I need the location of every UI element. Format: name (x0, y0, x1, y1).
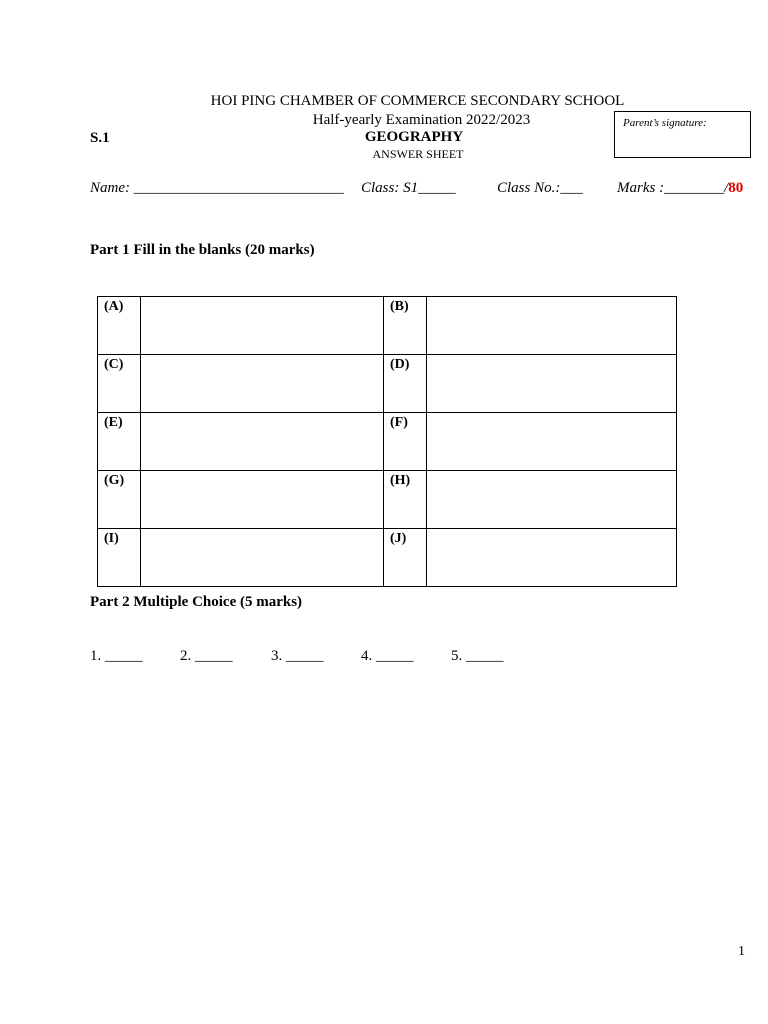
page-number: 1 (738, 944, 745, 959)
table-row (98, 297, 677, 355)
class-number-field[interactable]: Class No.:___ (497, 180, 583, 196)
subject-title: GEOGRAPHY (364, 129, 464, 145)
blank-label-c: (C) (98, 355, 141, 413)
part1-heading: Part 1 Fill in the blanks (20 marks) (90, 242, 315, 258)
blank-label-g: (G) (98, 471, 141, 529)
table-row (98, 471, 677, 529)
exam-title: Half-yearly Examination 2022/2023 (312, 112, 531, 128)
mc-answer-1[interactable]: 1. _____ (90, 648, 143, 664)
blank-label-i: (I) (98, 529, 141, 587)
answer-cell-e[interactable] (141, 413, 384, 471)
blank-label-h: (H) (384, 471, 427, 529)
answer-cell-a[interactable] (141, 297, 384, 355)
blank-label-a: (A) (98, 297, 141, 355)
mc-answer-3[interactable]: 3. _____ (271, 648, 324, 664)
sheet-title: ANSWER SHEET (372, 147, 464, 161)
blank-label-f: (F) (384, 413, 427, 471)
marks-total: 80 (728, 180, 744, 196)
answer-cell-f[interactable] (427, 413, 677, 471)
answer-cell-h[interactable] (427, 471, 677, 529)
answer-cell-c[interactable] (141, 355, 384, 413)
marks-field[interactable] (617, 180, 743, 197)
school-name: HOI PING CHAMBER OF COMMERCE SECONDARY SCHOOL (210, 93, 625, 109)
blank-label-e: (E) (98, 413, 141, 471)
answer-cell-i[interactable] (141, 529, 384, 587)
blank-label-j: (J) (384, 529, 427, 587)
table-row (98, 413, 677, 471)
parent-signature-label: Parent’s signature: (623, 117, 707, 129)
fill-in-blanks-table (97, 296, 677, 587)
blank-label-d: (D) (384, 355, 427, 413)
form-level: S.1 (90, 130, 110, 146)
mc-answer-5[interactable]: 5. _____ (451, 648, 504, 664)
name-field[interactable]: Name: ____________________________ (90, 180, 344, 196)
answer-cell-j[interactable] (427, 529, 677, 587)
mc-answer-4[interactable]: 4. _____ (361, 648, 414, 664)
mc-answer-2[interactable]: 2. _____ (180, 648, 233, 664)
class-field[interactable]: Class: S1_____ (361, 180, 456, 196)
answer-cell-b[interactable] (427, 297, 677, 355)
table-row (98, 529, 677, 587)
answer-cell-d[interactable] (427, 355, 677, 413)
blank-label-b: (B) (384, 297, 427, 355)
answer-cell-g[interactable] (141, 471, 384, 529)
part2-heading: Part 2 Multiple Choice (5 marks) (90, 594, 303, 610)
marks-label: Marks :________/ (617, 180, 729, 196)
parent-signature-box[interactable] (614, 111, 751, 158)
table-row (98, 355, 677, 413)
